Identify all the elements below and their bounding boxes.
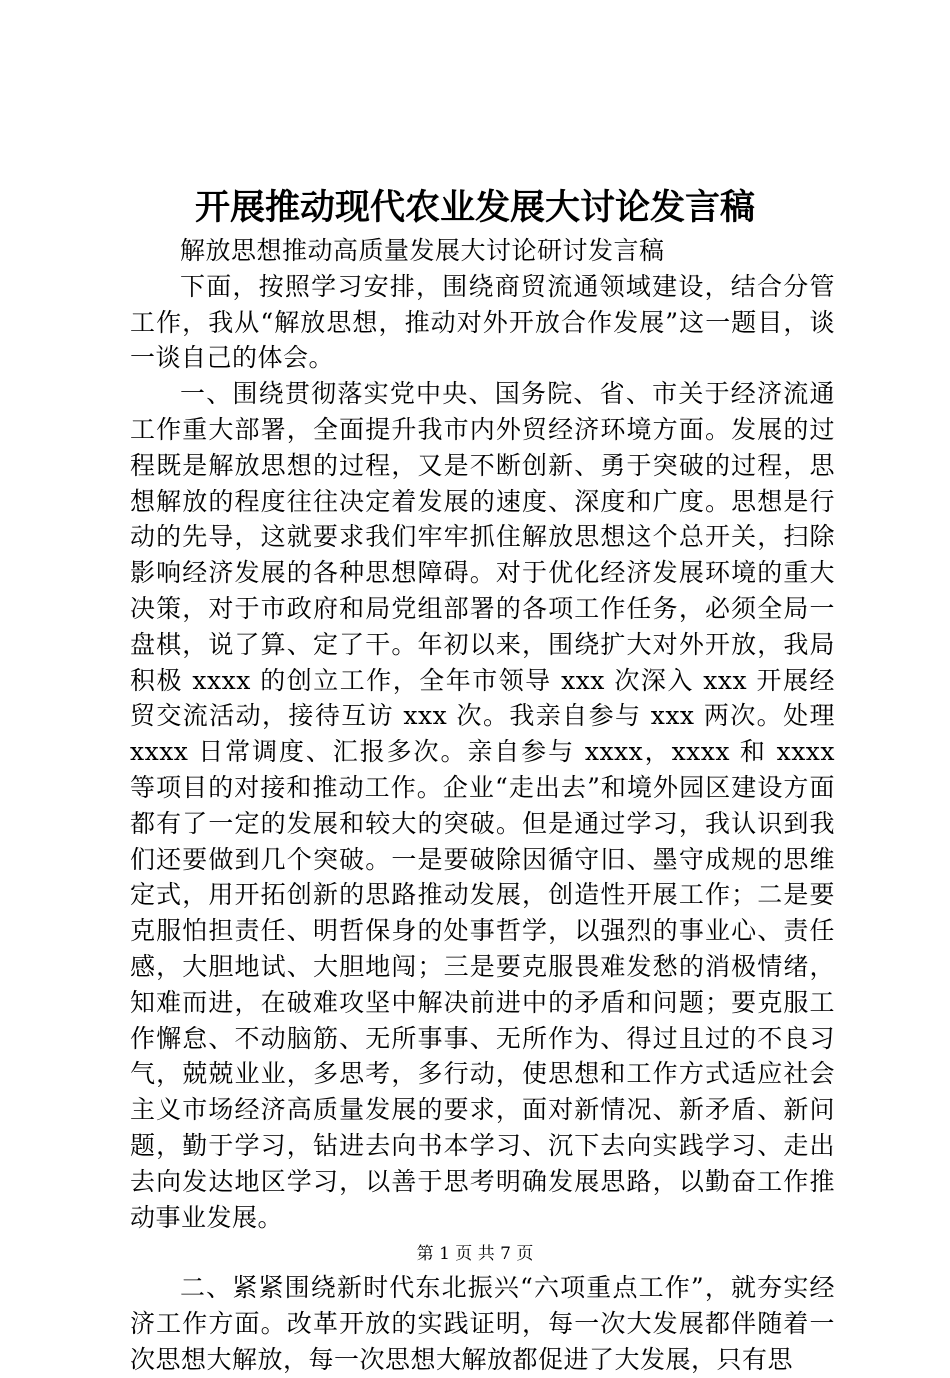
section-two-paragraph: 二、紧紧围绕新时代东北振兴“六项重点工作”，就夯实经济工作方面。改革开放的实践证明，每一次大发展都伴随着一次思想大解放，每一次思想大解放都促进了大发展，只有思	[130, 1273, 835, 1374]
document-body	[130, 233, 835, 1378]
page-number-footer: 第 1 页 共 7 页	[416, 1244, 534, 1264]
subtitle-paragraph: 解放思想推动高质量发展大讨论研讨发言稿	[180, 236, 665, 265]
document-title: 开展推动现代农业发展大讨论发言稿	[194, 187, 755, 228]
intro-paragraph: 下面，按照学习安排，围绕商贸流通领域建设，结合分管工作，我从“解放思想，推动对外开放合作发展”这一题目，谈一谈自己的体会。	[130, 271, 835, 373]
section-one-paragraph: 一、围绕贯彻落实党中央、国务院、省、市关于经济流通工作重大部署，全面提升我市内外贸经济环境方面。发展的过程既是解放思想的过程，又是不断创新、勇于突破的过程，思想解放的程度往往决定着发展的速度、深度和广度。思想是行动的先导，这就要求我们牢牢抓住解放思想这个总开关，扫除影响经济发展的各种思想障碍。对于优化经济发展环境的重大决策，对于市政府和局党组部署的各项工作任务，必须全局一盘棋，说了算、定了干。年初以来，围绕扩大对外开放，我局积极 xxxx 的创立工作，全年市领导 xxx 次深入 xxx 开展经贸交流活动，接待互访 xxx 次。我亲自参与 xxx 两次。处理 xxxx 日常调度、汇报多次。亲自参与 xxxx，xxxx 和 xxxx 等项目的对接和推动工作。企业“走出去”和境外园区建设方面都有了一定的发展和较大的突破。但是通过学习，我认识到我们还要做到几个突破。一是要破除因循守旧、墨守成规的思维定式，用开拓创新的思路推动发展，创造性开展工作；二是要克服怕担责任、明哲保身的处事哲学，以强烈的事业心、责任感，大胆地试、大胆地闯；三是要克服畏难发愁的消极情绪，知难而进，在破难攻坚中解决前进中的矛盾和问题；要克服工作懈怠、不动脑筋、无所事事、无所作为、得过且过的不良习气，兢兢业业，多思考，多行动，使思想和工作方式适应社会主义市场经济高质量发展的要求，面对新情况、新矛盾、新问题，勤于学习，钻进去向书本学习、沉下去向实践学习、走出去向发达地区学习，以善于思考明确发展思路，以勤奋工作推动事业发展。	[130, 379, 835, 1232]
